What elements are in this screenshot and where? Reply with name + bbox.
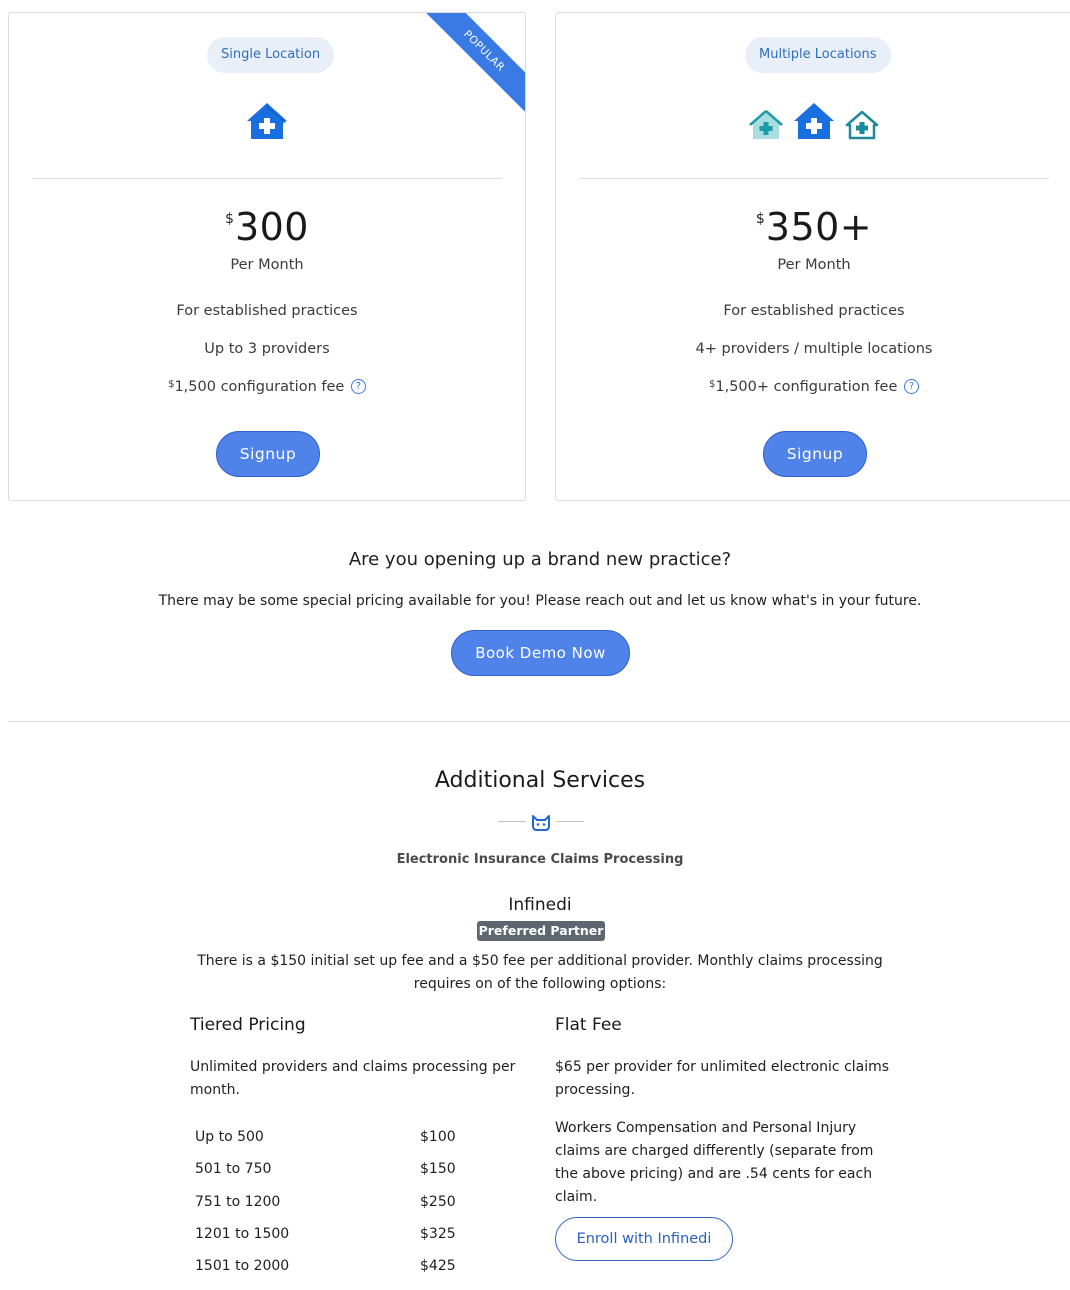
card-divider [32, 178, 502, 179]
plan-config-fee [9, 379, 525, 395]
tier-price: $250 [420, 1193, 456, 1210]
signup-button[interactable]: Signup [216, 431, 320, 477]
new-practice-text: There may be some special pricing available for you! Please reach out and let us know what's in your future. [158, 593, 922, 609]
ornament-line-right [556, 821, 584, 822]
fee-text: 1,500+ configuration fee [715, 379, 898, 395]
plan-icon-row [556, 101, 1070, 141]
section-divider [8, 721, 1070, 722]
plan-providers: 4+ providers / multiple locations [695, 341, 933, 357]
plan-audience: For established practices [723, 303, 905, 319]
price-currency: $ [755, 211, 765, 227]
tier-range: 1201 to 1500 [195, 1226, 290, 1243]
price-period: Per Month [777, 257, 851, 273]
tier-pricing-table [190, 1121, 490, 1282]
additional-services-title: Additional Services [434, 768, 646, 793]
price-amount: 350+ [765, 205, 873, 249]
plan-price [556, 205, 1070, 249]
question-circle-icon[interactable]: ? [904, 379, 919, 394]
fee-text: 1,500 configuration fee [174, 379, 345, 395]
table-row [190, 1186, 490, 1218]
cat-icon [530, 814, 552, 832]
tier-range: Up to 500 [195, 1129, 264, 1146]
fee-currency: $ [709, 379, 716, 390]
plan-card-multiple-locations [555, 12, 1070, 501]
title-ornament [498, 812, 584, 834]
claims-subheading: Electronic Insurance Claims Processing [396, 852, 684, 867]
table-row [190, 1153, 490, 1185]
house-medical-icon [245, 101, 289, 141]
tier-range: 751 to 1200 [195, 1193, 281, 1210]
plan-card-single-location [8, 12, 526, 501]
claims-description: There is a $150 initial set up fee and a $50 fee per additional provider. Monthly claims processing requires on of the following options: [197, 953, 883, 992]
enroll-infinedi-button[interactable]: Enroll with Infinedi [555, 1217, 733, 1261]
tier-price: $100 [420, 1129, 456, 1146]
plan-providers: Up to 3 providers [204, 341, 330, 357]
question-circle-icon[interactable]: ? [351, 379, 366, 394]
house-medical-teal-icon [748, 109, 784, 141]
flat-fee-title: Flat Fee [555, 1015, 622, 1035]
plan-tag: Multiple Locations [745, 37, 891, 73]
ornament-line-left [498, 821, 526, 822]
table-row [190, 1218, 490, 1250]
popular-ribbon-label: POPULAR [421, 13, 525, 114]
partner-name: Infinedi [508, 895, 572, 915]
flat-fee-description: $65 per provider for unlimited electronic claims processing. [555, 1059, 890, 1098]
plan-config-fee [556, 379, 1070, 395]
plan-audience: For established practices [176, 303, 358, 319]
tier-range: 1501 to 2000 [195, 1258, 290, 1275]
signup-button[interactable]: Signup [763, 431, 867, 477]
plan-icon-row [9, 101, 525, 141]
table-row [190, 1250, 490, 1282]
house-medical-icon [792, 101, 836, 141]
fee-currency: $ [168, 379, 175, 390]
plan-price [9, 205, 525, 249]
price-currency: $ [225, 211, 234, 227]
tier-price: $325 [420, 1226, 456, 1243]
tier-price: $425 [420, 1258, 456, 1275]
table-row [190, 1121, 490, 1153]
tiered-pricing-title: Tiered Pricing [190, 1015, 306, 1035]
tier-range: 501 to 750 [195, 1161, 272, 1178]
tier-price: $150 [420, 1161, 456, 1178]
plan-tag: Single Location [207, 37, 334, 73]
house-medical-outline-icon [844, 109, 880, 141]
price-amount: 300 [234, 205, 309, 249]
flat-fee-note: Workers Compensation and Personal Injury claims are charged differently (separate from the above pricing) and are .54 cents for each claim. [555, 1120, 874, 1205]
new-practice-title: Are you opening up a brand new practice? [348, 549, 732, 570]
tiered-pricing-description: Unlimited providers and claims processing per month. [190, 1059, 516, 1098]
book-demo-button[interactable]: Book Demo Now [451, 630, 630, 676]
price-period: Per Month [230, 257, 304, 273]
card-divider [579, 178, 1049, 179]
preferred-partner-badge: Preferred Partner [477, 921, 605, 941]
